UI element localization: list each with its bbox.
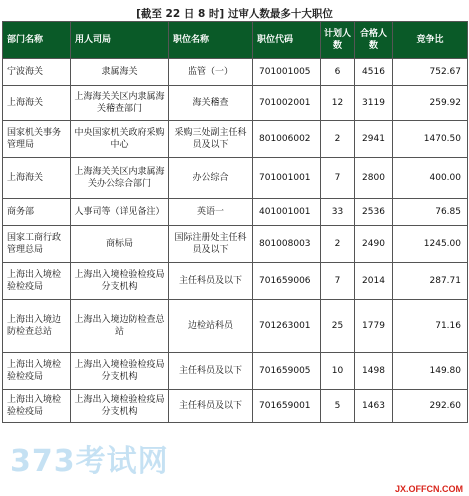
cell-plan: 7 (321, 263, 355, 300)
cell-dept: 上海出入境检验检疫局 (3, 263, 71, 300)
cell-ratio: 292.60 (393, 390, 468, 423)
cell-code: 801006002 (253, 121, 321, 158)
cell-dept: 国家工商行政管理总局 (3, 226, 71, 263)
cell-ratio: 259.92 (393, 86, 468, 121)
header-position: 职位名称 (169, 22, 253, 59)
cell-ratio: 1245.00 (393, 226, 468, 263)
cell-code: 701001001 (253, 158, 321, 199)
table-row (3, 300, 468, 353)
header-code: 职位代码 (253, 22, 321, 59)
cell-position: 监管（一） (169, 59, 253, 86)
table-row (3, 353, 468, 390)
cell-plan: 2 (321, 226, 355, 263)
header-agency: 用人司局 (71, 22, 169, 59)
table-row (3, 59, 468, 86)
cell-code: 701659005 (253, 353, 321, 390)
cell-agency: 上海海关关区内隶属海关稽查部门 (71, 86, 169, 121)
table-row (3, 390, 468, 423)
cell-plan: 5 (321, 390, 355, 423)
cell-qualified: 1779 (355, 300, 393, 353)
cell-agency: 人事司等（详见备注） (71, 199, 169, 226)
cell-position: 英语一 (169, 199, 253, 226)
cell-position: 边检站科员 (169, 300, 253, 353)
cell-code: 701263001 (253, 300, 321, 353)
cell-position: 办公综合 (169, 158, 253, 199)
header-qualified: 合格人数 (355, 22, 393, 59)
cell-qualified: 1463 (355, 390, 393, 423)
cell-agency: 上海出入境检验检疫局分支机构 (71, 353, 169, 390)
cell-code: 701659001 (253, 390, 321, 423)
cell-code: 801008003 (253, 226, 321, 263)
cell-code: 701001005 (253, 59, 321, 86)
cell-dept: 国家机关事务管理局 (3, 121, 71, 158)
cell-agency: 商标局 (71, 226, 169, 263)
cell-ratio: 287.71 (393, 263, 468, 300)
cell-ratio: 1470.50 (393, 121, 468, 158)
cell-plan: 2 (321, 121, 355, 158)
cell-qualified: 2490 (355, 226, 393, 263)
cell-position: 国际注册处主任科员及以下 (169, 226, 253, 263)
cell-ratio: 76.85 (393, 199, 468, 226)
table-row (3, 158, 468, 199)
cell-position: 主任科员及以下 (169, 263, 253, 300)
cell-plan: 10 (321, 353, 355, 390)
cell-qualified: 2800 (355, 158, 393, 199)
cell-dept: 上海出入境边防检查总站 (3, 300, 71, 353)
cell-position: 主任科员及以下 (169, 390, 253, 423)
cell-qualified: 3119 (355, 86, 393, 121)
cell-position: 主任科员及以下 (169, 353, 253, 390)
cell-plan: 33 (321, 199, 355, 226)
cell-dept: 宁波海关 (3, 59, 71, 86)
cell-agency: 上海出入境检验检疫局分支机构 (71, 263, 169, 300)
cell-code: 401001001 (253, 199, 321, 226)
cell-plan: 6 (321, 59, 355, 86)
cell-plan: 25 (321, 300, 355, 353)
table-header-row (3, 22, 468, 59)
cell-ratio: 752.67 (393, 59, 468, 86)
cell-qualified: 2014 (355, 263, 393, 300)
cell-code: 701002001 (253, 86, 321, 121)
site-watermark-logo: 373考试网 (10, 444, 169, 479)
page-title: [截至 22 日 8 时] 过审人数最多十大职位 (136, 8, 333, 20)
header-ratio: 竞争比 (393, 22, 468, 59)
header-plan: 计划人数 (321, 22, 355, 59)
table-row (3, 86, 468, 121)
cell-dept: 上海海关 (3, 158, 71, 199)
table-row (3, 226, 468, 263)
cell-agency: 上海出入境检验检疫局分支机构 (71, 390, 169, 423)
cell-dept: 商务部 (3, 199, 71, 226)
cell-dept: 上海出入境检验检疫局 (3, 390, 71, 423)
header-dept: 部门名称 (3, 22, 71, 59)
cell-code: 701659006 (253, 263, 321, 300)
table-row (3, 199, 468, 226)
cell-position: 采购三处副主任科员及以下 (169, 121, 253, 158)
cell-agency: 上海海关关区内隶属海关办公综合部门 (71, 158, 169, 199)
positions-table (2, 21, 468, 423)
cell-ratio: 149.80 (393, 353, 468, 390)
cell-ratio: 400.00 (393, 158, 468, 199)
cell-qualified: 2536 (355, 199, 393, 226)
cell-qualified: 1498 (355, 353, 393, 390)
cell-position: 海关稽查 (169, 86, 253, 121)
cell-agency: 上海出入境边防检查总站 (71, 300, 169, 353)
site-watermark-url: JX.OFFCN.COM (394, 484, 463, 494)
cell-dept: 上海海关 (3, 86, 71, 121)
cell-agency: 中央国家机关政府采购中心 (71, 121, 169, 158)
table-row (3, 121, 468, 158)
cell-qualified: 2941 (355, 121, 393, 158)
cell-plan: 7 (321, 158, 355, 199)
table-row (3, 263, 468, 300)
cell-ratio: 71.16 (393, 300, 468, 353)
cell-plan: 12 (321, 86, 355, 121)
cell-qualified: 4516 (355, 59, 393, 86)
cell-agency: 隶属海关 (71, 59, 169, 86)
cell-dept: 上海出入境检验检疫局 (3, 353, 71, 390)
